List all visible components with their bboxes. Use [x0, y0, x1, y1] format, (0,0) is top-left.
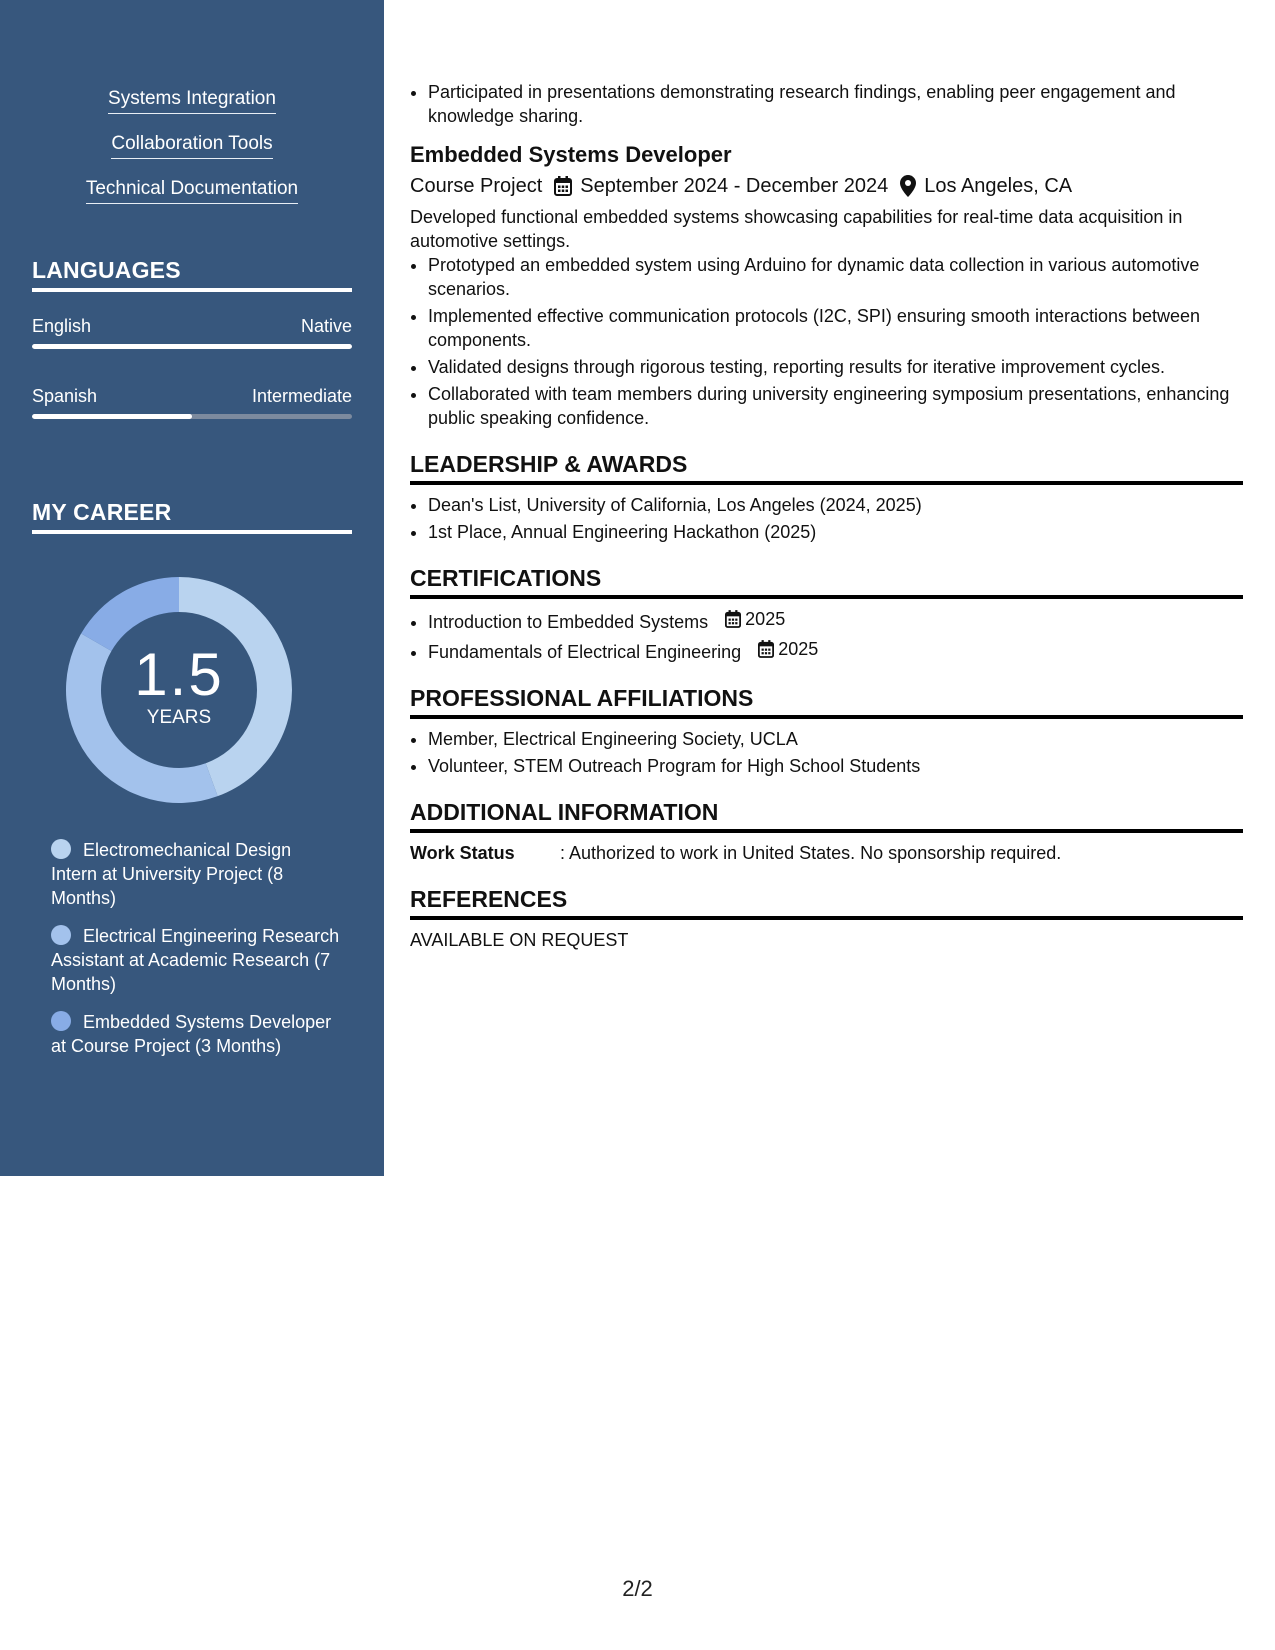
career-legend-item [51, 1010, 341, 1058]
work-status-row [410, 841, 1243, 865]
skill-tag[interactable]: Collaboration Tools [111, 131, 272, 159]
certification-year: 2025 [778, 639, 819, 659]
previous-job-bullets [410, 80, 1243, 128]
affiliations-heading: PROFESSIONAL AFFILIATIONS [410, 684, 1243, 719]
language-name: Spanish [32, 386, 98, 406]
affiliations-list [410, 727, 1243, 778]
career-donut-chart [66, 577, 292, 803]
location-pin-icon [900, 175, 916, 197]
certification-item [428, 607, 1243, 634]
job-bullet: • Prototyped an embedded system using Arduino for dynamic data collection in various automotive scenarios. [428, 253, 1243, 301]
main-content [410, 80, 1243, 952]
certifications-list [410, 607, 1243, 664]
skills-list [0, 86, 384, 221]
calendar-icon [554, 176, 572, 196]
legend-dot-icon [51, 839, 71, 859]
languages-heading: LANGUAGES [32, 256, 352, 292]
certifications-heading: CERTIFICATIONS [410, 564, 1243, 599]
job-bullets [410, 253, 1243, 430]
award-item: • 1st Place, Annual Engineering Hackathon (2025) [428, 520, 1243, 544]
language-row [32, 385, 352, 407]
career-legend-item [51, 838, 341, 910]
affiliation-item: • Member, Electrical Engineering Society, UCLA [428, 727, 1243, 751]
job-bullet: • Collaborated with team members during university engineering symposium presentations, enhancing public speaking confidence. [428, 382, 1243, 430]
career-item-text: Electromechanical Design Intern at University Project (8 Months) [51, 840, 292, 908]
work-status-label: Work Status [410, 843, 515, 863]
certification-date [725, 607, 785, 631]
language-row [32, 315, 352, 337]
leadership-list [410, 493, 1243, 544]
language-name: English [32, 316, 92, 336]
additional-info-heading: ADDITIONAL INFORMATION [410, 798, 1243, 833]
calendar-icon [725, 610, 741, 628]
references-text: AVAILABLE ON REQUEST [410, 930, 629, 950]
skill-tag[interactable]: Technical Documentation [86, 176, 298, 204]
references-heading: REFERENCES [410, 885, 1243, 920]
skill-tag[interactable]: Systems Integration [108, 86, 276, 114]
sidebar [0, 0, 384, 1176]
language-proficiency-bar [32, 414, 352, 419]
work-status-value: : Authorized to work in United States. No sponsorship required. [560, 843, 1062, 863]
job-title: Embedded Systems Developer [410, 142, 732, 167]
affiliation-item: • Volunteer, STEM Outreach Program for High School Students [428, 754, 1243, 778]
job-location: Los Angeles, CA [924, 175, 1073, 197]
career-item-text: Electrical Engineering Research Assistant at Academic Research (7 Months) [51, 926, 340, 994]
career-legend-item [51, 924, 341, 996]
certification-item [428, 637, 1243, 664]
career-heading: MY CAREER [32, 498, 352, 534]
leadership-heading: LEADERSHIP & AWARDS [410, 450, 1243, 485]
award-item: • Dean's List, University of California, Los Angeles (2024, 2025) [428, 493, 1243, 517]
page-number: 2/2 [622, 1576, 653, 1601]
legend-dot-icon [51, 1011, 71, 1031]
legend-dot-icon [51, 925, 71, 945]
career-legend [51, 838, 341, 1072]
language-proficiency-bar [32, 344, 352, 349]
job-bullet: • Validated designs through rigorous testing, reporting results for iterative improvement cycles. [428, 355, 1243, 379]
job-company: Course Project [410, 175, 543, 197]
certification-name: Fundamentals of Electrical Engineering [428, 642, 742, 662]
job-description: Developed functional embedded systems showcasing capabilities for real-time data acquisition in automotive settings. [410, 207, 1183, 251]
job-meta [410, 172, 1243, 200]
certification-year: 2025 [745, 609, 786, 629]
job-bullet: • Implemented effective communication protocols (I2C, SPI) ensuring smooth interactions between components. [428, 304, 1243, 352]
career-total-unit: YEARS [146, 707, 212, 728]
calendar-icon [758, 640, 774, 658]
job-dates: September 2024 - December 2024 [580, 175, 889, 197]
certification-name: Introduction to Embedded Systems [428, 612, 709, 632]
career-donut-center [66, 577, 292, 803]
language-proficiency-fill [32, 414, 192, 419]
career-item-text: Embedded Systems Developer at Course Project (3 Months) [51, 1012, 332, 1056]
language-proficiency-fill [32, 344, 352, 349]
language-level: Intermediate [251, 386, 352, 406]
certification-date [758, 637, 818, 661]
language-level: Native [300, 316, 352, 336]
job-bullet: • Participated in presentations demonstrating research findings, enabling peer engagement and knowledge sharing. [428, 80, 1243, 128]
career-total-years: 1.5 [134, 641, 224, 708]
